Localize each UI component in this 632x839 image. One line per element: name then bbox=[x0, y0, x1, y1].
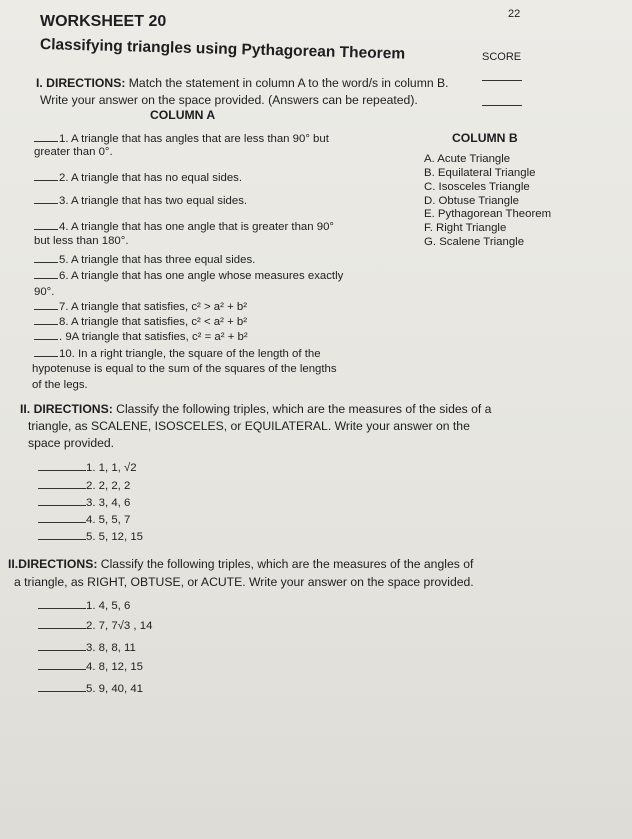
answer-blank[interactable] bbox=[38, 470, 86, 471]
column-b-choice: B. Equilateral Triangle bbox=[424, 167, 536, 179]
part2-item: 5. 5, 12, 15 bbox=[38, 531, 143, 543]
column-a-item: 2. A triangle that has no equal sides. bbox=[34, 172, 242, 184]
column-a-item-cont: hypotenuse is equal to the sum of the squares of the lengths bbox=[32, 363, 337, 375]
answer-blank[interactable] bbox=[34, 229, 58, 230]
worksheet-title: WORKSHEET 20 bbox=[40, 13, 167, 30]
part1-directions-line2: Write your answer on the space provided. (Answers can be repeated). bbox=[40, 93, 418, 107]
column-a-item: 8. A triangle that satisfies, c² < a² + b² bbox=[34, 316, 247, 328]
column-b-label: COLUMN B bbox=[452, 131, 518, 145]
score-line bbox=[482, 80, 522, 81]
column-a-item: 7. A triangle that satisfies, c² > a² + b² bbox=[34, 301, 247, 313]
answer-blank[interactable] bbox=[38, 539, 86, 540]
column-a-item-cont: but less than 180°. bbox=[34, 235, 129, 247]
part2-item: 4. 5, 5, 7 bbox=[38, 514, 130, 526]
part2-directions-line2: triangle, as SCALENE, ISOSCELES, or EQUILATERAL. Write your answer on the bbox=[28, 419, 470, 433]
column-a-item-cont: 90°. bbox=[34, 286, 55, 298]
column-a-item-cont: greater than 0°. bbox=[34, 146, 113, 158]
part2-item: 1. 1, 1, √2 bbox=[38, 462, 137, 474]
part3-item: 5. 9, 40, 41 bbox=[38, 683, 143, 695]
answer-blank[interactable] bbox=[34, 203, 58, 204]
part3-item: 2. 7, 7√3 , 14 bbox=[38, 620, 152, 632]
column-a-item: 10. In a right triangle, the square of the length of the bbox=[34, 348, 321, 360]
score-line bbox=[482, 105, 522, 106]
score-label: SCORE bbox=[482, 51, 522, 63]
column-b-choice: C. Isosceles Triangle bbox=[424, 181, 530, 193]
column-b-choice: E. Pythagorean Theorem bbox=[424, 208, 552, 220]
answer-blank[interactable] bbox=[34, 180, 58, 181]
column-a-item: 6. A triangle that has one angle whose measures exactly bbox=[34, 270, 343, 282]
part2-directions-line1: II. DIRECTIONS: Classify the following triples, which are the measures of the sides of a bbox=[20, 402, 492, 416]
part2-item: 2. 2, 2, 2 bbox=[38, 480, 130, 492]
answer-blank[interactable] bbox=[38, 691, 86, 692]
answer-blank[interactable] bbox=[34, 309, 58, 310]
part3-item: 1. 4, 5, 6 bbox=[38, 600, 130, 612]
column-a-item-cont: of the legs. bbox=[32, 379, 88, 391]
answer-blank[interactable] bbox=[38, 650, 86, 651]
answer-blank[interactable] bbox=[34, 356, 58, 357]
answer-blank[interactable] bbox=[38, 488, 86, 489]
part3-item: 4. 8, 12, 15 bbox=[38, 661, 143, 673]
answer-blank[interactable] bbox=[34, 262, 58, 263]
part3-directions-line1: II.DIRECTIONS: Classify the following triples, which are the measures of the angles of bbox=[8, 557, 474, 571]
answer-blank[interactable] bbox=[38, 522, 86, 523]
part2-directions-line3: space provided. bbox=[28, 436, 115, 450]
column-a-item: . 9A triangle that satisfies, c² = a² + b² bbox=[34, 331, 248, 343]
column-b-choice: A. Acute Triangle bbox=[424, 153, 511, 165]
column-a-item: 4. A triangle that has one angle that is greater than 90° bbox=[34, 221, 334, 233]
part3-item: 3. 8, 8, 11 bbox=[38, 642, 136, 654]
part1-directions-line1: I. DIRECTIONS: Match the statement in column A to the word/s in column B. bbox=[36, 76, 449, 90]
answer-blank[interactable] bbox=[34, 324, 58, 325]
answer-blank[interactable] bbox=[38, 505, 86, 506]
answer-blank[interactable] bbox=[34, 339, 58, 340]
column-a-item: 5. A triangle that has three equal sides. bbox=[34, 254, 255, 266]
worksheet-subtitle: Classifying triangles using Pythagorean Theorem bbox=[39, 36, 406, 63]
column-a-item: 1. A triangle that has angles that are less than 90° but bbox=[34, 133, 329, 145]
column-b-choice: F. Right Triangle bbox=[424, 222, 507, 234]
column-a-label: COLUMN A bbox=[150, 108, 216, 122]
answer-blank[interactable] bbox=[34, 141, 58, 142]
answer-blank[interactable] bbox=[38, 608, 86, 609]
column-b-choice: G. Scalene Triangle bbox=[424, 236, 525, 248]
column-a-item: 3. A triangle that has two equal sides. bbox=[34, 195, 247, 207]
answer-blank[interactable] bbox=[34, 278, 58, 279]
answer-blank[interactable] bbox=[38, 628, 86, 629]
answer-blank[interactable] bbox=[38, 669, 86, 670]
part3-directions-line2: a triangle, as RIGHT, OBTUSE, or ACUTE. Write your answer on the space provided. bbox=[14, 575, 474, 589]
column-b-choice: D. Obtuse Triangle bbox=[424, 195, 519, 207]
page-number: 22 bbox=[508, 8, 521, 20]
part2-item: 3. 3, 4, 6 bbox=[38, 497, 130, 509]
